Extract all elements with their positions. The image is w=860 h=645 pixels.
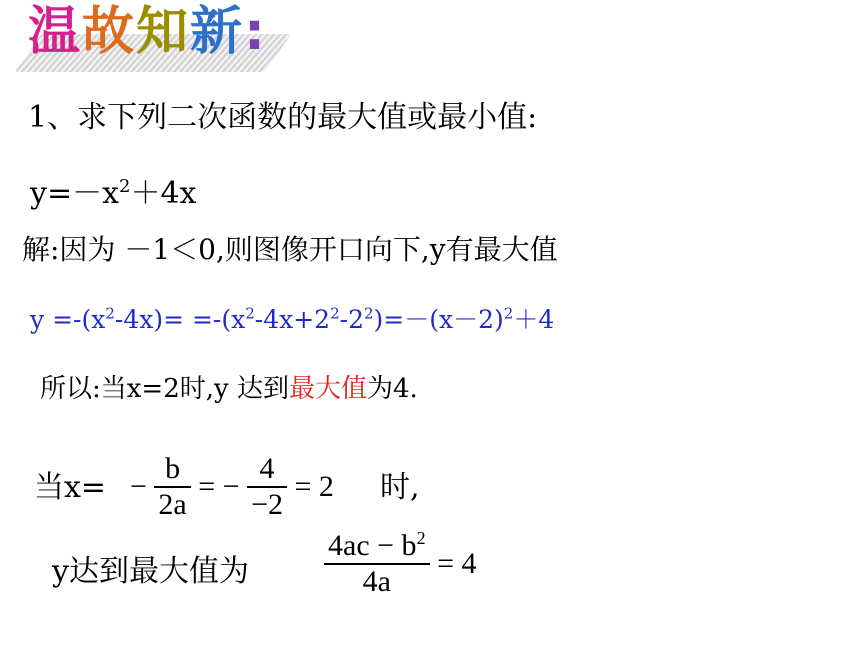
function-suffix: ＋4x: [130, 176, 197, 211]
result-value: = 2: [294, 470, 334, 503]
conclusion-highlight: 最大值: [288, 374, 367, 404]
conclusion-post: 为4.: [366, 374, 418, 404]
step-part: ＋4: [513, 305, 555, 334]
vertex-x-label: 当x=: [34, 470, 107, 505]
step-exponent: 2: [330, 304, 340, 323]
title-char: :: [244, 2, 267, 62]
fraction-4-over-neg2: [247, 452, 287, 522]
fraction-numerator: 4: [247, 452, 287, 488]
fraction-denominator: 4a: [362, 565, 391, 598]
function-prefix: y=－x: [30, 176, 120, 211]
step-part: -4x)= =-(x: [114, 305, 246, 334]
fraction-numerator: b: [154, 452, 190, 488]
step-exponent: 2: [105, 304, 115, 323]
conclusion-pre: 所以:当x=2时,y 达到: [40, 374, 289, 404]
conclusion-text: [40, 368, 418, 405]
max-value-formula: [324, 528, 476, 599]
fraction-b-over-2a: [154, 452, 190, 522]
numerator-text: 4ac − b: [328, 529, 417, 562]
minus-sign: −: [130, 470, 147, 503]
max-value-label: y达到最大值为: [52, 554, 249, 589]
step-part: )=－(x－2): [373, 305, 504, 334]
fraction-denominator: −2: [251, 488, 284, 521]
step-exponent: 2: [245, 304, 255, 323]
function-expression: [30, 168, 196, 212]
title-char: 知: [136, 2, 191, 62]
function-exponent: 2: [119, 176, 131, 197]
step-exponent: 2: [503, 304, 514, 323]
step-part: -4x+2: [254, 305, 331, 334]
title-char: 故: [82, 2, 137, 62]
step-part: y =-(x: [30, 305, 106, 334]
question-text: 1、求下列二次函数的最大值或最小值:: [28, 100, 538, 135]
fraction-max-value: [324, 528, 430, 599]
title-char: 新: [190, 2, 245, 62]
step-part: -2: [339, 305, 364, 334]
completing-square-steps: [30, 300, 554, 336]
fraction-denominator: 2a: [158, 488, 187, 521]
result-value: = 4: [437, 546, 477, 580]
equals-sign: =: [198, 470, 216, 503]
slide-title: [28, 2, 267, 82]
vertex-x-formula: [130, 452, 334, 522]
step-exponent: 2: [364, 304, 374, 323]
vertex-x-suffix: 时,: [380, 470, 420, 505]
title-char: 温: [28, 2, 83, 62]
minus-sign: −: [222, 470, 240, 503]
numerator-exponent: 2: [416, 528, 426, 548]
fraction-numerator: [324, 528, 430, 565]
solution-text: 解:因为 －1＜0,则图像开口向下,y有最大值: [22, 233, 558, 266]
